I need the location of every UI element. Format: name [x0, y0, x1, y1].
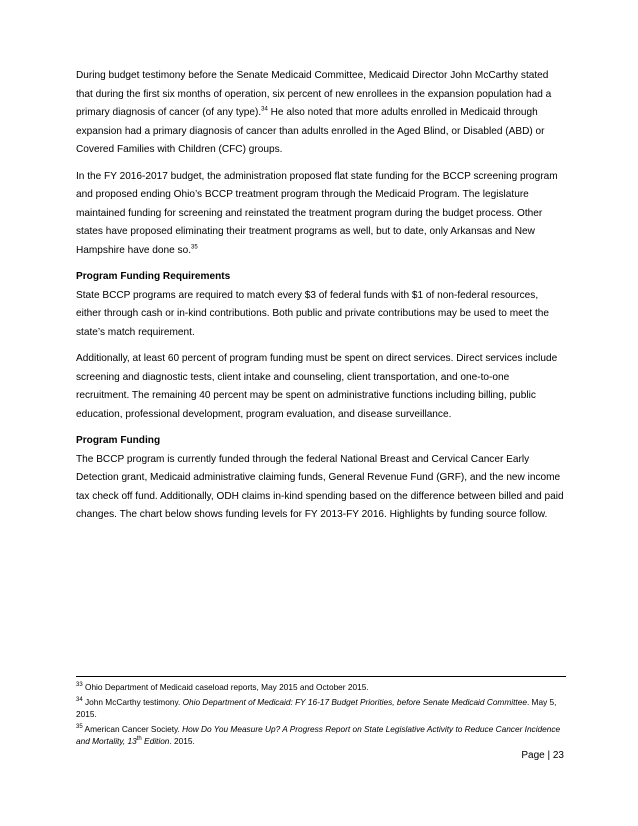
paragraph-match-requirement: State BCCP programs are required to match every $3 of federal funds with $1 of non-federal resources, either through cash or in-kind contributions. Both public and private contributions may be used to meet the state’s match requirement. [76, 289, 549, 338]
footnote-text: . May 5, 2015. [76, 697, 557, 719]
paragraph-direct-services: Additionally, at least 60 percent of program funding must be spent on direct services. Direct services include screening and diagnostic tests, client intake and counseling, client transportation, and one-to-one recruitment. The remaining 40 percent may be spent on administrative functions including billing, public education, professional development, program evaluation, and disease surveillance. [76, 353, 558, 420]
body-text [76, 67, 564, 533]
footnote-title: Edition [141, 736, 170, 746]
paragraph-text: In the FY 2016-2017 budget, the administration proposed flat state funding for the BCCP screening program and proposed ending Ohio’s BCCP treatment program through the Medicaid Program. The legislature maintained funding for screening and reinstated the treatment program during the budget process. Other states have proposed eliminating their treatment programs as well, but to date, only Arkansas and New Hampshire have done so. [76, 170, 558, 256]
page-number: Page | 23 [521, 750, 564, 761]
paragraph-funding-sources: The BCCP program is currently funded through the federal National Breast and Cervical Cancer Early Detection grant, Medicaid administrative claiming funds, General Revenue Fund (GRF), and the new income tax check off fund. Additionally, ODH claims in-kind spending based on the difference between billed and paid changes. The chart below shows funding levels for FY 2013-FY 2016. Highlights by funding source follow. [76, 453, 564, 520]
paragraph-text: During budget testimony before the Senate Medicaid Committee, Medicaid Director John McCarthy stated that during the first six months of operation, six percent of new enrollees in the expansion population had a primary diagnosis of cancer (of any type). [76, 70, 552, 118]
paragraph-text: He also noted that more adults enrolled in Medicaid through expansion had a primary diagnosis of cancer than adults enrolled in the Aged Blind, or Disabled (ABD) or Covered Families with Children (CFC) groups. [76, 107, 545, 155]
footnote-title: Ohio Department of Medicaid: FY 16-17 Budget Priorities, before Senate Medicaid Committee [182, 697, 527, 707]
footnote-number: 33 [76, 682, 83, 689]
footnote-33 [76, 681, 566, 693]
footnote-number: 35 [76, 724, 83, 731]
footnote-ref-34[interactable]: 34 [261, 106, 268, 113]
footnote-35 [76, 723, 566, 747]
heading-program-funding: Program Funding [76, 435, 161, 446]
paragraph-budget [76, 168, 564, 261]
footnote-text: Ohio Department of Medicaid caseload reports, May 2015 and October 2015. [82, 682, 369, 692]
footnote-superscript: th [136, 736, 142, 743]
paragraph-mccarthy-testimony [76, 67, 564, 160]
footnote-text: John McCarthy testimony. [82, 697, 183, 707]
footnote-34 [76, 696, 566, 720]
footnote-ref-35[interactable]: 35 [191, 244, 198, 251]
footnote-title: How Do You Measure Up? A Progress Report on State Legislative Activity to Reduce Cancer Incidence and Mortality, 13 [76, 724, 561, 746]
footnote-number: 34 [76, 697, 83, 704]
footnote-text: . 2015. [169, 736, 195, 746]
footnote-text: American Cancer Society. [82, 724, 183, 734]
heading-program-funding-requirements: Program Funding Requirements [76, 271, 231, 282]
footnotes [76, 676, 566, 750]
